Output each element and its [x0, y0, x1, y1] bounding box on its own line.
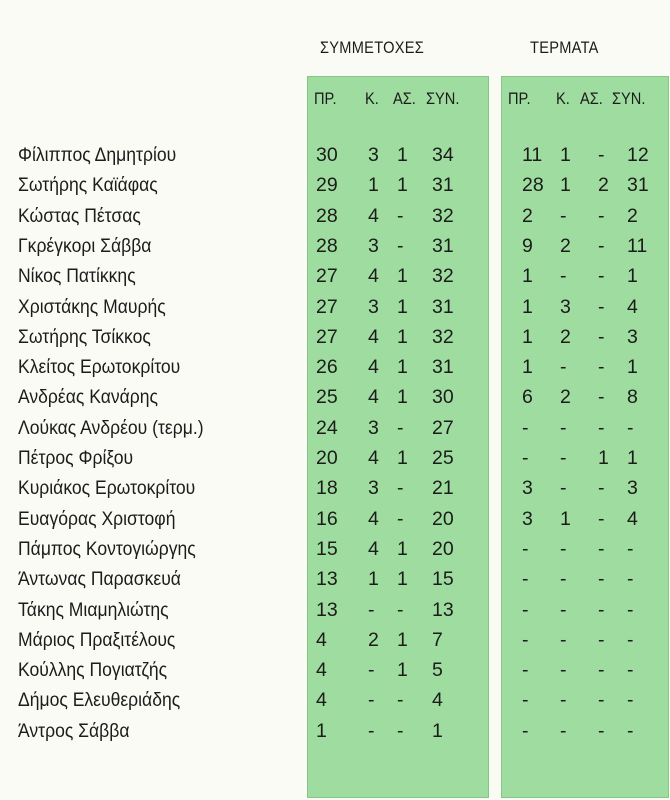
goals-league: 3: [522, 477, 533, 500]
goals-cup: 1: [560, 144, 571, 166]
goals-league: 1: [522, 325, 533, 348]
appearances-cup: 4: [368, 265, 379, 288]
appearances-cup: 3: [368, 144, 379, 166]
appearances-total: 31: [432, 295, 454, 318]
player-name: Λούκας Ανδρέου (τερμ.): [18, 416, 204, 439]
goals-total: 3: [627, 477, 638, 500]
goals-cup: 1: [560, 507, 571, 530]
appearances-cup: 4: [368, 204, 379, 227]
appearances-total: 27: [432, 416, 454, 439]
goals-league: 28: [522, 174, 544, 197]
appearances-total: 32: [432, 204, 454, 227]
appearances-cup: 1: [368, 568, 379, 591]
appearances-shield: 1: [397, 537, 408, 560]
goals-total: -: [627, 659, 634, 682]
goals-shield: -: [598, 568, 605, 591]
appearances-total: 15: [432, 568, 454, 591]
goals-league: -: [522, 598, 529, 621]
goals-total: 2: [627, 204, 638, 227]
goals-total: 1: [627, 356, 638, 379]
appearances-shield: 1: [397, 265, 408, 288]
table-row: [0, 477, 670, 507]
goals-title: ΤΕΡΜΑΤΑ: [530, 38, 599, 57]
goals-league: 1: [522, 356, 533, 379]
player-name: Πέτρος Φρίξου: [18, 447, 134, 469]
player-name: Πάμπος Κοντογιώργης: [18, 537, 196, 560]
goals-cup: -: [560, 719, 567, 742]
table-row: [0, 508, 670, 538]
goals-league: -: [522, 659, 529, 682]
player-name: Σωτήρης Τσίκκος: [18, 325, 151, 348]
appearances-total: 5: [432, 659, 443, 682]
goals-shield: -: [598, 598, 605, 621]
goals-total: 3: [627, 325, 638, 348]
goals-cup: -: [560, 537, 567, 560]
appearances-shield: -: [397, 416, 404, 439]
goals-shield: -: [598, 689, 605, 712]
appearances-cup: 2: [368, 628, 379, 651]
goals-cup: -: [560, 598, 567, 621]
appearances-total: 20: [432, 537, 454, 560]
goals-shield: -: [598, 265, 605, 288]
table-row: [0, 629, 670, 659]
goals-total: -: [627, 628, 634, 651]
appearances-total: 7: [432, 628, 443, 651]
appearances-shield: 1: [397, 447, 408, 469]
appearances-title: ΣΥΜΜΕΤΟΧΕΣ: [320, 38, 425, 57]
goals-cup: -: [560, 568, 567, 591]
goals-shield: -: [598, 144, 605, 166]
appearances-shield: -: [397, 477, 404, 500]
goals-col-total: ΣΥΝ.: [612, 89, 646, 108]
appearances-league: 28: [316, 234, 338, 257]
goals-shield: -: [598, 507, 605, 530]
goals-league: 2: [522, 204, 533, 227]
goals-cup: -: [560, 477, 567, 500]
goals-cup: 1: [560, 174, 571, 197]
player-name: Φίλιππος Δημητρίου: [18, 144, 177, 166]
appearances-league: 30: [316, 144, 338, 166]
player-name: Κλείτος Ερωτοκρίτου: [18, 356, 181, 379]
appearances-league: 28: [316, 204, 338, 227]
goals-league: -: [522, 537, 529, 560]
goals-league: -: [522, 628, 529, 651]
appearances-total: 1: [432, 719, 443, 742]
table-row: [0, 265, 670, 295]
appearances-shield: 1: [397, 628, 408, 651]
appearances-league: 18: [316, 477, 338, 500]
goals-cup: -: [560, 416, 567, 439]
goals-cup: 2: [560, 234, 571, 257]
appearances-shield: -: [397, 719, 404, 742]
player-name: Κυριάκος Ερωτοκρίτου: [18, 477, 196, 500]
goals-cup: -: [560, 265, 567, 288]
appearances-league: 26: [316, 356, 338, 379]
table-row: [0, 174, 670, 204]
goals-total: 4: [627, 507, 638, 530]
appearances-shield: 1: [397, 174, 408, 197]
appearances-shield: 1: [397, 659, 408, 682]
goals-league: -: [522, 416, 529, 439]
goals-shield: -: [598, 204, 605, 227]
player-name: Γκρέγκορι Σάββα: [18, 234, 152, 257]
goals-cup: 2: [560, 325, 571, 348]
table-row: [0, 235, 670, 265]
player-name: Σωτήρης Καϊάφας: [18, 174, 158, 197]
appearances-league: 15: [316, 537, 338, 560]
appearances-league: 4: [316, 659, 327, 682]
goals-total: 4: [627, 295, 638, 318]
appearances-total: 20: [432, 507, 454, 530]
table-row: [0, 296, 670, 326]
table-row: [0, 568, 670, 598]
goals-total: 8: [627, 386, 638, 409]
goals-cup: -: [560, 356, 567, 379]
goals-shield: -: [598, 477, 605, 500]
player-name: Κώστας Πέτσας: [18, 204, 141, 227]
player-name: Δήμος Ελευθεριάδης: [18, 689, 181, 712]
appearances-cup: 3: [368, 416, 379, 439]
player-name: Κούλλης Πογιατζής: [18, 659, 168, 682]
appearances-league: 25: [316, 386, 338, 409]
appearances-total: 4: [432, 689, 443, 712]
goals-shield: -: [598, 416, 605, 439]
goals-total: -: [627, 719, 634, 742]
table-row: [0, 599, 670, 629]
player-name: Άντρος Σάββα: [18, 719, 130, 742]
appearances-shield: 1: [397, 568, 408, 591]
appearances-shield: 1: [397, 295, 408, 318]
player-name: Μάριος Πραξιτέλους: [18, 628, 176, 651]
appearances-league: 24: [316, 416, 338, 439]
appearances-shield: 1: [397, 356, 408, 379]
goals-col-league: ΠΡ.: [508, 89, 531, 108]
appearances-shield: -: [397, 234, 404, 257]
appearances-shield: 1: [397, 144, 408, 166]
goals-total: 1: [627, 447, 638, 469]
goals-total: 12: [627, 144, 649, 166]
appearances-col-total: ΣΥΝ.: [426, 89, 460, 108]
appearances-shield: -: [397, 204, 404, 227]
appearances-total: 21: [432, 477, 454, 500]
appearances-cup: 4: [368, 447, 379, 469]
appearances-total: 32: [432, 265, 454, 288]
appearances-cup: 1: [368, 174, 379, 197]
appearances-total: 31: [432, 356, 454, 379]
appearances-cup: 4: [368, 356, 379, 379]
player-name: Τάκης Μιαμηλιώτης: [18, 598, 169, 621]
player-name: Χριστάκης Μαυρής: [18, 295, 166, 318]
appearances-cup: 3: [368, 295, 379, 318]
appearances-league: 4: [316, 628, 327, 651]
appearances-cup: -: [368, 689, 375, 712]
table-row: [0, 326, 670, 356]
goals-cup: -: [560, 447, 567, 469]
appearances-cup: 3: [368, 477, 379, 500]
goals-shield: -: [598, 719, 605, 742]
appearances-league: 27: [316, 295, 338, 318]
goals-shield: -: [598, 356, 605, 379]
appearances-total: 31: [432, 174, 454, 197]
goals-shield: 1: [598, 447, 609, 469]
goals-total: 1: [627, 265, 638, 288]
goals-cup: -: [560, 659, 567, 682]
table-row: [0, 447, 670, 477]
goals-shield: -: [598, 537, 605, 560]
table-row: [0, 386, 670, 416]
player-name: Ανδρέας Κανάρης: [18, 386, 158, 409]
appearances-cup: -: [368, 598, 375, 621]
appearances-league: 27: [316, 265, 338, 288]
appearances-league: 16: [316, 507, 338, 530]
goals-league: 9: [522, 234, 533, 257]
goals-league: -: [522, 719, 529, 742]
goals-cup: -: [560, 204, 567, 227]
appearances-total: 31: [432, 234, 454, 257]
appearances-league: 13: [316, 568, 338, 591]
goals-shield: -: [598, 295, 605, 318]
appearances-total: 32: [432, 325, 454, 348]
appearances-shield: -: [397, 598, 404, 621]
appearances-league: 20: [316, 447, 338, 469]
appearances-cup: 4: [368, 386, 379, 409]
goals-total: -: [627, 689, 634, 712]
table-row: [0, 720, 670, 750]
goals-cup: -: [560, 628, 567, 651]
goals-total: -: [627, 537, 634, 560]
appearances-cup: -: [368, 659, 375, 682]
goals-league: -: [522, 447, 529, 469]
table-row: [0, 144, 670, 174]
goals-cup: -: [560, 689, 567, 712]
appearances-league: 29: [316, 174, 338, 197]
goals-cup: 2: [560, 386, 571, 409]
appearances-col-cup: Κ.: [365, 89, 379, 108]
table-row: [0, 205, 670, 235]
goals-shield: -: [598, 386, 605, 409]
appearances-shield: 1: [397, 386, 408, 409]
appearances-shield: -: [397, 689, 404, 712]
goals-total: 11: [627, 234, 648, 257]
goals-shield: 2: [598, 174, 609, 197]
goals-league: 3: [522, 507, 533, 530]
appearances-league: 13: [316, 598, 338, 621]
goals-total: -: [627, 598, 634, 621]
table-row: [0, 538, 670, 568]
appearances-league: 27: [316, 325, 338, 348]
table-row: [0, 417, 670, 447]
appearances-shield: -: [397, 507, 404, 530]
appearances-total: 30: [432, 386, 454, 409]
appearances-col-shield: ΑΣ.: [393, 89, 416, 108]
appearances-total: 13: [432, 598, 454, 621]
player-name: Νίκος Πατίκκης: [18, 265, 136, 288]
goals-league: 1: [522, 295, 533, 318]
goals-league: -: [522, 689, 529, 712]
goals-total: -: [627, 568, 634, 591]
appearances-shield: 1: [397, 325, 408, 348]
appearances-cup: 4: [368, 325, 379, 348]
goals-league: 6: [522, 386, 533, 409]
goals-shield: -: [598, 659, 605, 682]
table-row: [0, 689, 670, 719]
goals-cup: 3: [560, 295, 571, 318]
appearances-league: 1: [316, 719, 327, 742]
appearances-league: 4: [316, 689, 327, 712]
goals-league: 1: [522, 265, 533, 288]
appearances-cup: 3: [368, 234, 379, 257]
appearances-cup: 4: [368, 507, 379, 530]
goals-col-shield: ΑΣ.: [580, 89, 603, 108]
appearances-col-league: ΠΡ.: [314, 89, 337, 108]
appearances-cup: -: [368, 719, 375, 742]
appearances-cup: 4: [368, 537, 379, 560]
appearances-total: 34: [432, 144, 454, 166]
goals-total: 31: [627, 174, 649, 197]
goals-shield: -: [598, 628, 605, 651]
table-row: [0, 659, 670, 689]
goals-col-cup: Κ.: [556, 89, 570, 108]
goals-shield: -: [598, 234, 605, 257]
player-name: Άντωνας Παρασκευά: [18, 568, 181, 591]
table-row: [0, 356, 670, 386]
appearances-total: 25: [432, 447, 454, 469]
goals-league: -: [522, 568, 529, 591]
goals-league: 11: [522, 144, 543, 166]
goals-total: -: [627, 416, 634, 439]
goals-shield: -: [598, 325, 605, 348]
player-name: Ευαγόρας Χριστοφή: [18, 507, 176, 530]
